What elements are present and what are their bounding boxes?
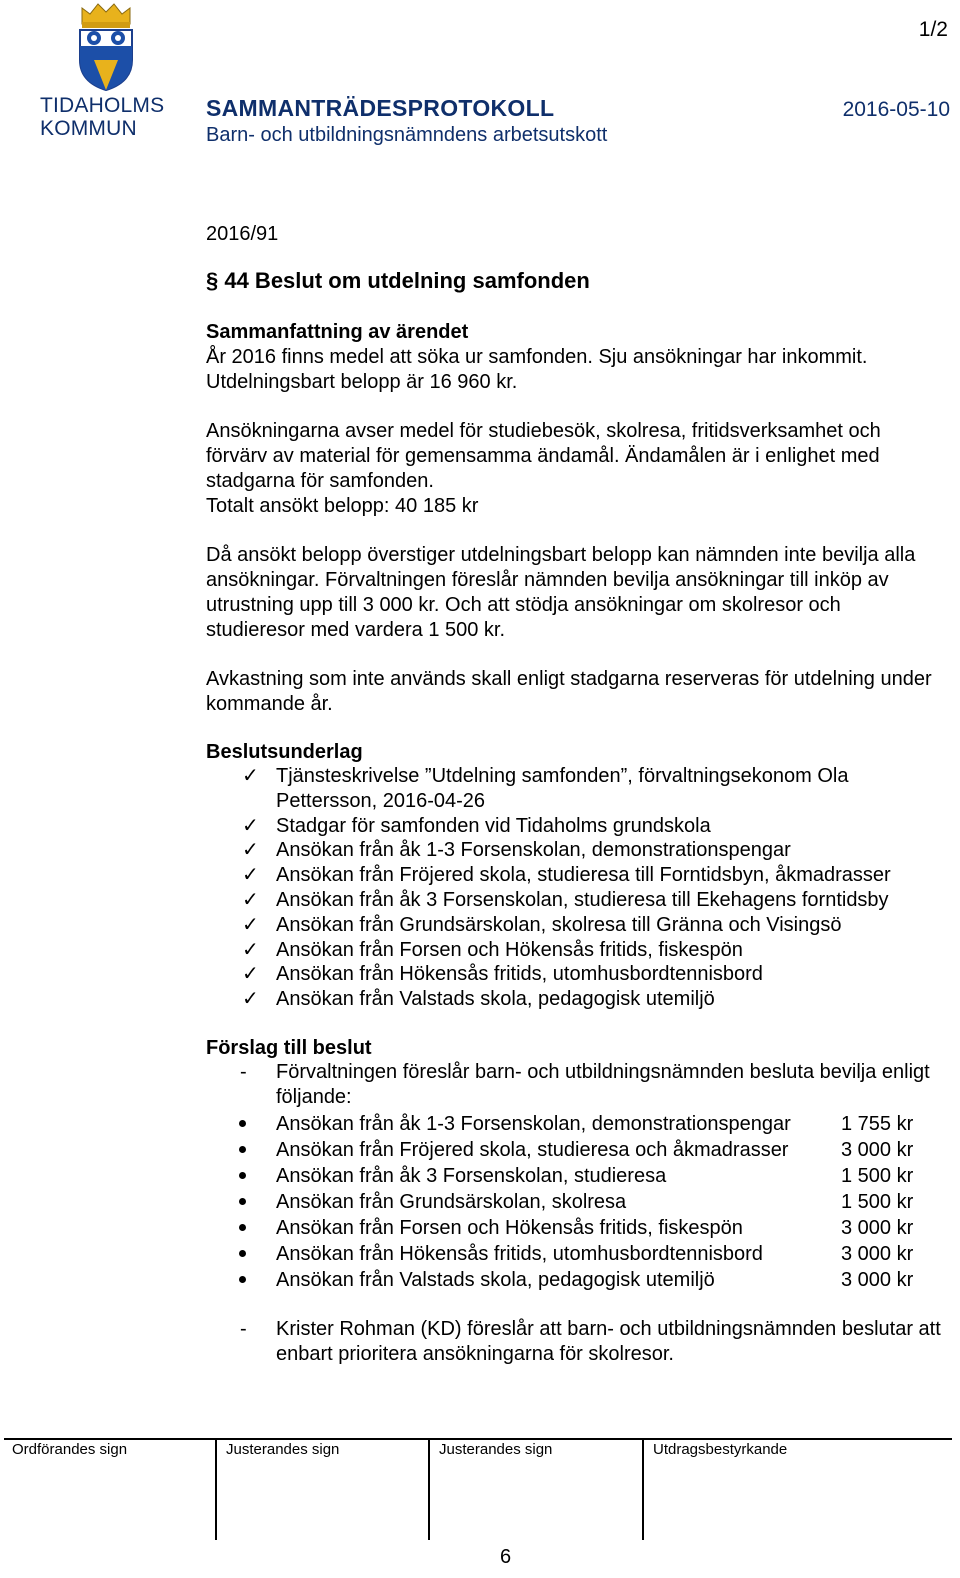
bullet-icon — [239, 1146, 246, 1153]
proposal-alternative-text: Krister Rohman (KD) föreslår att barn- och utbildningsnämnden beslutar att enbart prioritera ansökningarna för skolresor. — [276, 1318, 941, 1365]
bullet-icon — [239, 1120, 246, 1127]
grant-amount: 3 000 kr — [841, 1243, 914, 1265]
summary-paragraph-5: Avkastning som inte används skall enligt stadgarna reserveras för utdelning under kommande år. — [206, 668, 932, 715]
grant-label: Ansökan från Forsen och Hökensås fritids, fiskespön — [276, 1217, 743, 1239]
checkmark-icon: ✓ — [242, 864, 259, 887]
proposal-alternative-list — [206, 1317, 946, 1367]
case-number: 2016/91 — [206, 223, 279, 245]
basis-item-text: Ansökan från Fröjered skola, studieresa till Forntidsbyn, åkmadrasser — [276, 864, 891, 887]
proposal-intro-item — [206, 1060, 946, 1110]
dash-marker: - — [240, 1318, 247, 1340]
basis-item-text: Ansökan från åk 3 Forsenskolan, studieresa till Ekehagens forntidsby — [276, 888, 889, 911]
grant-amount: 3 000 kr — [841, 1269, 914, 1291]
checkmark-icon: ✓ — [242, 839, 259, 862]
summary-paragraph-4: Då ansökt belopp överstiger utdelningsbart belopp kan nämnden inte bevilja alla ansökningar. Förvaltningen föreslår nämnden bevilja ansökningar till inköp av utrustning upp till 3 000 kr. Och att stödja ansökningar om skolresor och studieresor med vardera 1 500 kr. — [206, 544, 916, 641]
basis-item-text: Ansökan från Valstads skola, pedagogisk utemiljö — [276, 988, 715, 1011]
grant-amount: 1 500 kr — [841, 1191, 914, 1213]
basis-item-text: Stadgar för samfonden vid Tidaholms grundskola — [276, 814, 711, 837]
grant-item — [206, 1215, 946, 1241]
municipality-crest-icon — [74, 2, 138, 92]
bullet-icon — [239, 1276, 246, 1283]
grant-label: Ansökan från Hökensås fritids, utomhusbordtennisbord — [276, 1243, 763, 1265]
grant-amount: 3 000 kr — [841, 1139, 914, 1161]
grant-item — [206, 1189, 946, 1215]
grant-item — [206, 1137, 946, 1163]
basis-item-text: Ansökan från Hökensås fritids, utomhusbordtennisbord — [276, 963, 763, 986]
basis-item — [206, 913, 946, 938]
footer-page-number: 6 — [500, 1546, 512, 1568]
footer-column-divider — [642, 1440, 644, 1540]
document-subtitle: Barn- och utbildningsnämndens arbetsutskott — [206, 124, 608, 146]
checkmark-icon: ✓ — [242, 963, 259, 986]
grant-item — [206, 1111, 946, 1137]
signature-adjuster-label: Justerandes sign — [226, 1441, 340, 1458]
checkmark-icon: ✓ — [242, 765, 259, 787]
grant-label: Ansökan från åk 3 Forsenskolan, studieresa — [276, 1165, 667, 1187]
grant-item — [206, 1267, 946, 1293]
basis-item-text: Ansökan från Grundsärskolan, skolresa till Gränna och Visingsö — [276, 913, 842, 936]
basis-item — [206, 987, 946, 1012]
grant-list — [206, 1111, 946, 1293]
grant-amount: 1 755 kr — [841, 1113, 914, 1135]
basis-heading: Beslutsunderlag — [206, 741, 363, 763]
grant-label: Ansökan från Fröjered skola, studieresa och åkmadrasser — [276, 1139, 789, 1161]
footer-column-divider — [215, 1440, 217, 1540]
summary-total: Totalt ansökt belopp: 40 185 kr — [206, 494, 479, 517]
bullet-icon — [239, 1224, 246, 1231]
footer-divider — [4, 1438, 952, 1440]
proposal-heading: Förslag till beslut — [206, 1037, 372, 1059]
grant-label: Ansökan från Grundsärskolan, skolresa — [276, 1191, 627, 1213]
municipality-name — [40, 94, 180, 140]
grant-item — [206, 1163, 946, 1189]
bullet-icon — [239, 1198, 246, 1205]
basis-item — [206, 962, 946, 987]
basis-item — [206, 888, 946, 913]
basis-item-text: Ansökan från Forsen och Hökensås fritids, fiskespön — [276, 938, 743, 961]
extract-certifier-label: Utdragsbestyrkande — [653, 1441, 788, 1458]
checkmark-icon: ✓ — [242, 888, 259, 911]
basis-list — [206, 764, 946, 1012]
signature-chair-label: Ordförandes sign — [12, 1441, 128, 1458]
grant-item — [206, 1241, 946, 1267]
basis-item — [206, 863, 946, 888]
basis-item — [206, 764, 906, 814]
bullet-icon — [239, 1172, 246, 1179]
municipality-line1: TIDAHOLMS — [40, 94, 165, 117]
basis-item-text: Tjänsteskrivelse ”Utdelning samfonden”, förvaltningsekonom Ola Pettersson, 2016-04-26 — [276, 765, 849, 812]
document-title: SAMMANTRÄDESPROTOKOLL — [206, 95, 555, 121]
bullet-icon — [239, 1250, 246, 1257]
section-title: § 44 Beslut om utdelning samfonden — [206, 268, 590, 293]
basis-item-text: Ansökan från åk 1-3 Forsenskolan, demonstrationspengar — [276, 839, 791, 862]
summary-paragraph-2: Ansökningarna avser medel för studiebesök, skolresa, fritidsverksamhet och förvärv av material för gemensamma ändamål. Ändamålen är i enlighet med stadgarna för samfonden. — [206, 420, 881, 492]
proposal-intro-list — [206, 1060, 946, 1110]
summary-paragraph-1: År 2016 finns medel att söka ur samfonden. Sju ansökningar har inkommit. Utdelningsbart belopp är 16 960 kr. — [206, 345, 868, 393]
checkmark-icon: ✓ — [242, 913, 259, 936]
proposal-alternative-item — [206, 1317, 946, 1367]
checkmark-icon: ✓ — [242, 814, 259, 837]
summary-heading: Sammanfattning av ärendet — [206, 321, 469, 343]
basis-item — [206, 938, 946, 963]
municipality-line2: KOMMUN — [40, 117, 137, 140]
page-number: 1/2 — [918, 18, 948, 41]
signature-adjuster-label: Justerandes sign — [439, 1441, 553, 1458]
dash-marker: - — [240, 1061, 247, 1083]
grant-label: Ansökan från åk 1-3 Forsenskolan, demonstrationspengar — [276, 1113, 791, 1135]
grant-label: Ansökan från Valstads skola, pedagogisk utemiljö — [276, 1269, 715, 1291]
summary-section — [206, 320, 946, 717]
checkmark-icon: ✓ — [242, 988, 259, 1011]
footer-column-divider — [428, 1440, 430, 1540]
checkmark-icon: ✓ — [242, 938, 259, 961]
grant-amount: 1 500 kr — [841, 1165, 914, 1187]
basis-item — [206, 814, 946, 839]
basis-item — [206, 838, 946, 863]
proposal-intro-text: Förvaltningen föreslår barn- och utbildningsnämnden besluta bevilja enligt följande: — [276, 1061, 930, 1108]
document-date: 2016-05-10 — [842, 98, 950, 121]
grant-amount: 3 000 kr — [841, 1217, 914, 1239]
